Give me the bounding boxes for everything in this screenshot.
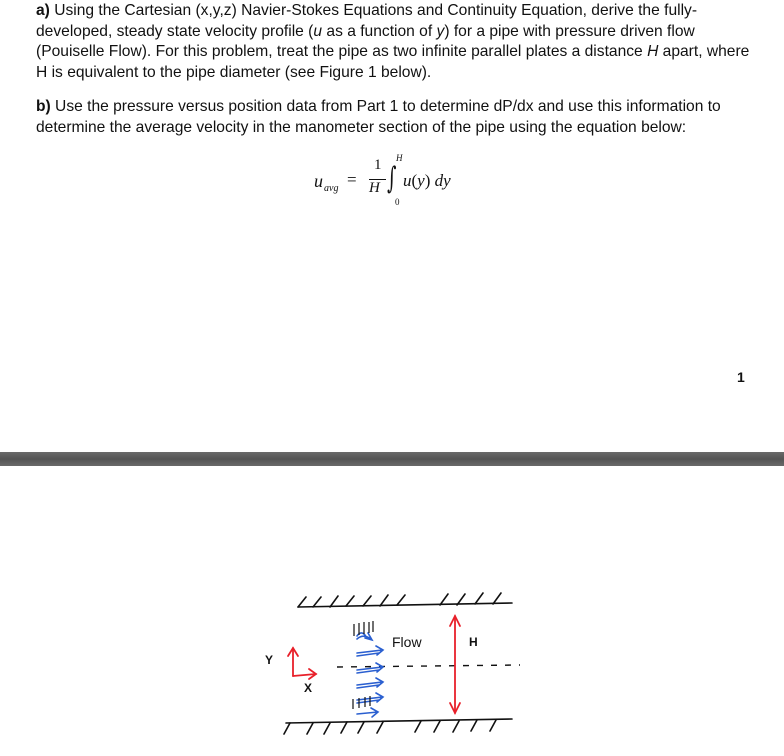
part-b-text: Use the pressure versus position data from Part 1 to determine dP/dx and use this information to determine the average velocity in the manometer section of the pipe using the equation below: (36, 98, 721, 136)
equation-integrand (403, 171, 451, 191)
part-a-h-var: H (647, 43, 659, 60)
equation-differential: dy (434, 171, 451, 190)
page-number: 1 (737, 369, 745, 385)
equation-upper-limit: H (396, 153, 403, 163)
average-velocity-equation (314, 155, 504, 207)
part-a-y-var: y (436, 22, 445, 40)
part-a-text-2: as a function of (322, 22, 437, 40)
equation-integrand-close: ) (424, 171, 431, 190)
bottom-plate (284, 719, 512, 734)
part-a-text-3: ) for a pipe with pressure driven flow (Pouiselle Flow). For this problem, treat the pipe as two infinite parallel plates a distance (36, 22, 695, 60)
h-dimension-arrow (450, 616, 460, 713)
part-b-label: b) (36, 98, 51, 115)
part-a-text-4: apart, where H is equivalent to the pipe diameter (see Figure 1 below). (36, 43, 750, 81)
equation-lhs-subscript: avg (324, 183, 339, 194)
x-axis-label: X (304, 681, 313, 695)
page-2 (0, 466, 784, 756)
centerline (337, 665, 520, 667)
part-b-paragraph (36, 97, 761, 138)
equation-integrand-y: y (417, 171, 425, 190)
part-a-u-var: u (313, 22, 323, 40)
part-a-paragraph (36, 1, 761, 83)
equation-integrand-open: ( (411, 171, 418, 190)
top-plate (298, 593, 512, 607)
h-label: H (469, 635, 478, 649)
coordinate-axes (288, 648, 316, 679)
flow-label: Flow (392, 634, 422, 650)
equation-numerator: 1 (374, 157, 382, 173)
part-a-label: a) (36, 2, 50, 19)
equation-lower-limit: 0 (395, 197, 400, 207)
equation-integrand-u: u (403, 171, 412, 190)
equation-equals: = (347, 170, 357, 189)
equation-lhs: u (314, 171, 323, 191)
parallel-plates-figure (0, 466, 784, 756)
equation-integral-sign: ∫ (387, 161, 397, 196)
page-divider (0, 452, 784, 466)
y-axis-label: Y (265, 653, 274, 667)
part-a-text-1: Using the Cartesian (x,y,z) Navier-Stokes Equations and Continuity Equation, derive the fully-developed, steady state velocity profile ( (36, 2, 698, 40)
equation-denominator: H (369, 180, 380, 196)
